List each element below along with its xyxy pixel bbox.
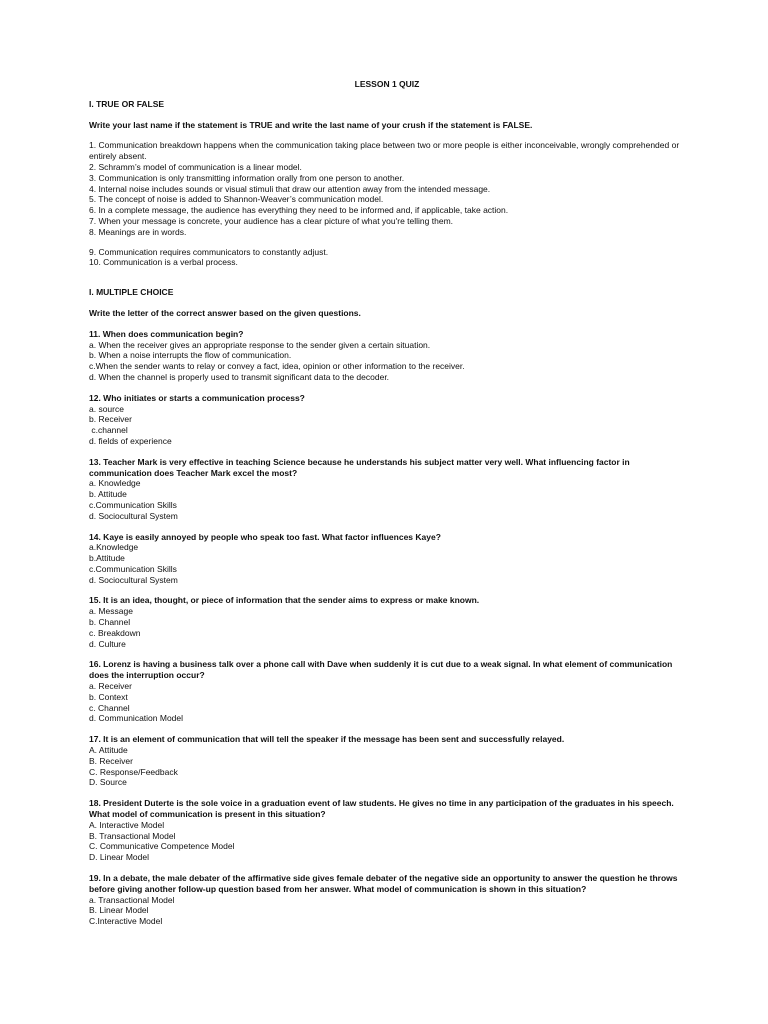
- question-text: 14. Kaye is easily annoyed by people who speak too fast. What factor influences Kaye?: [89, 531, 441, 542]
- answer-option: d. Culture: [89, 638, 126, 649]
- answer-option: B. Receiver: [89, 755, 133, 766]
- list-item: 10. Communication is a verbal process.: [89, 257, 238, 268]
- answer-option: a. source: [89, 403, 124, 414]
- answer-option: d. When the channel is properly used to transmit significant data to the decoder.: [89, 371, 390, 382]
- answer-option: c. Channel: [89, 702, 130, 713]
- answer-option: c.When the sender wants to relay or convey a fact, idea, opinion or other information to the receiver.: [89, 361, 465, 372]
- answer-option: c.Communication Skills: [89, 499, 177, 510]
- answer-option: b. Receiver: [89, 414, 132, 425]
- answer-option: a. Message: [89, 606, 133, 617]
- question-text: 17. It is an element of communication that will tell the speaker if the message has been sent and successfully relayed.: [89, 734, 565, 745]
- section-heading-multiple-choice: I. MULTIPLE CHOICE: [89, 287, 174, 298]
- answer-option: d. Sociocultural System: [89, 574, 178, 585]
- quiz-page: [89, 79, 685, 927]
- page-title: LESSON 1 QUIZ: [354, 79, 420, 89]
- answer-option: d. Sociocultural System: [89, 510, 178, 521]
- question-block: [89, 734, 685, 788]
- list-item: 7. When your message is concrete, your audience has a clear picture of what you're telling them.: [89, 215, 454, 226]
- answer-option: C.Interactive Model: [89, 916, 163, 927]
- answer-option: C. Response/Feedback: [89, 766, 178, 777]
- answer-option: a. Knowledge: [89, 478, 141, 489]
- list-item: 8. Meanings are in words.: [89, 226, 187, 237]
- list-item: 2. Schramm’s model of communication is a linear model.: [89, 161, 302, 172]
- true-false-list: [89, 140, 685, 268]
- answer-option: b.Attitude: [89, 553, 125, 564]
- answer-option: b. When a noise interrupts the flow of communication.: [89, 350, 292, 361]
- answer-option: c.channel: [89, 425, 128, 436]
- answer-option: a. Receiver: [89, 681, 132, 692]
- answer-option: A. Attitude: [89, 745, 128, 756]
- list-item: 6. In a complete message, the audience has everything they need to be informed and, if applicable, take action.: [89, 205, 509, 216]
- section-instruction-multiple-choice: Write the letter of the correct answer based on the given questions.: [89, 307, 361, 318]
- answer-option: b. Attitude: [89, 489, 127, 500]
- answer-option: d. fields of experience: [89, 435, 172, 446]
- answer-option: b. Channel: [89, 617, 131, 628]
- multiple-choice-list: [89, 329, 685, 927]
- section-instruction-true-false: Write your last name if the statement is TRUE and write the last name of your crush if the statement is FALSE.: [89, 119, 533, 130]
- question-text: 13. Teacher Mark is very effective in teaching Science because he understands his subject matter very well. What influencing factor in communication does Teacher Mark excel the most?: [89, 456, 630, 478]
- answer-option: d. Communication Model: [89, 713, 184, 724]
- answer-option: a.Knowledge: [89, 542, 139, 553]
- answer-option: D. Source: [89, 777, 127, 788]
- question-block: [89, 457, 685, 522]
- answer-option: B. Transactional Model: [89, 830, 176, 841]
- answer-option: D. Linear Model: [89, 852, 150, 863]
- list-item: 4. Internal noise includes sounds or visual stimuli that draw our attention away from the intended message.: [89, 183, 491, 194]
- question-text: 12. Who initiates or starts a communication process?: [89, 392, 305, 403]
- question-text: 11. When does communication begin?: [89, 328, 244, 339]
- answer-option: a. When the receiver gives an appropriate response to the sender given a certain situation.: [89, 339, 431, 350]
- question-block: [89, 659, 685, 724]
- answer-option: a. Transactional Model: [89, 894, 175, 905]
- question-block: [89, 798, 685, 863]
- question-block: [89, 393, 685, 447]
- list-item: 5. The concept of noise is added to Shannon-Weaver’s communication model.: [89, 194, 384, 205]
- list-item: 9. Communication requires communicators to constantly adjust.: [89, 246, 329, 257]
- question-block: [89, 595, 685, 649]
- question-block: [89, 329, 685, 383]
- answer-option: c. Breakdown: [89, 627, 141, 638]
- list-item: 1. Communication breakdown happens when the communication taking place between two or more people is either inconceivable, wrongly comprehended or entirely absent.: [89, 140, 680, 162]
- answer-option: C. Communicative Competence Model: [89, 841, 235, 852]
- question-text: 19. In a debate, the male debater of the affirmative side gives female debater of the negative side an opportunity to answer the question he throws before giving another follow-up question based from her answer. What model of communication is shown in this situation?: [89, 873, 678, 894]
- answer-option: b. Context: [89, 691, 128, 702]
- question-block: [89, 532, 685, 586]
- answer-option: B. Linear Model: [89, 905, 149, 916]
- question-text: 18. President Duterte is the sole voice in a graduation event of law students. He gives no time in any participation of the graduates in his speech. What model of communication is present in this situation?: [89, 798, 674, 820]
- question-block: [89, 873, 685, 927]
- question-text: 16. Lorenz is having a business talk over a phone call with Dave when suddenly it is cut due to a weak signal. In what element of communication does the interruption occur?: [89, 659, 673, 681]
- answer-option: A. Interactive Model: [89, 819, 165, 830]
- answer-option: c.Communication Skills: [89, 563, 177, 574]
- list-item: 3. Communication is only transmitting information orally from one person to another.: [89, 172, 405, 183]
- question-text: 15. It is an idea, thought, or piece of information that the sender aims to express or make known.: [89, 595, 480, 606]
- section-heading-true-false: I. TRUE OR FALSE: [89, 98, 165, 109]
